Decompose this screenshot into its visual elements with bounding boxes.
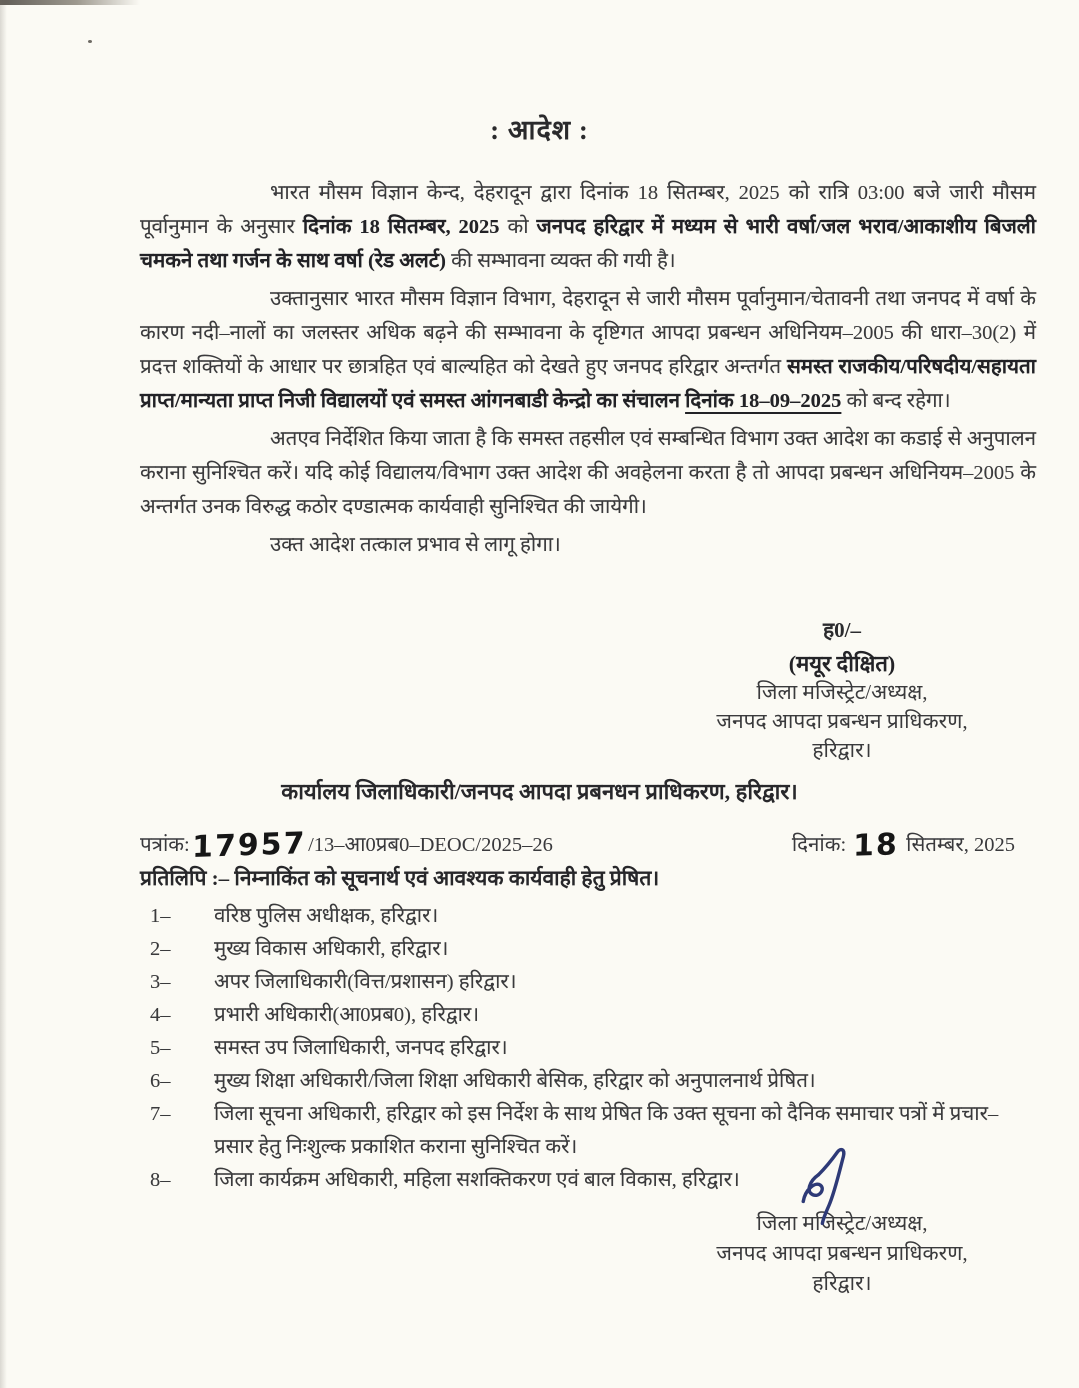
copy-list-item [150,966,1036,999]
item-number: 5– [150,1037,171,1059]
copy-list-item [150,1098,1036,1164]
copy-list-item [150,933,1036,966]
text-segment: उक्तानुसार भारत मौसम विज्ञान विभाग, देहरादून से जारी मौसम पूर्वानुमान/चेतावनी तथा जनपद में वर्षा के कारण नदी–नालों का जलस्तर अधिक बढ़ने की सम्भावना के दृष्टिगत आपदा प्रबन्धन अधिनियम–2005 की धारा–30(2) में प्रदत्त शक्तियों के आधार पर छात्रहित एवं बाल्यहित को देखते हुए जनपद हरिद्वार अन्तर्गत [140,288,1036,378]
signatory-designation: जिला मजिस्ट्रेट/अध्यक्ष, [756,1211,928,1235]
scan-edge-artifact [0,0,140,5]
item-number: 8– [150,1169,171,1191]
letter-number-label: पत्रांक: [140,834,190,856]
item-text: वरिष्ठ पुलिस अधीक्षक, हरिद्वार। [214,905,439,927]
signatory-place: हरिद्वार। [812,738,872,762]
text-segment: उक्त आदेश तत्काल प्रभाव से लागू होगा। [270,534,561,556]
text-segment: को बन्द रहेगा। [841,390,951,412]
item-text: जिला कार्यक्रम अधिकारी, महिला सशक्तिकरण एवं बाल विकास, हरिद्वार। [214,1169,740,1191]
date-day-handwritten: 18 [852,827,900,864]
item-text: मुख्य विकास अधिकारी, हरिद्वार। [214,938,449,960]
text-segment: को [499,216,537,238]
copy-to-list [150,900,1036,1197]
reference-row [140,825,1015,866]
paragraph [140,422,1036,524]
scan-speck [88,40,92,43]
scan-edge-artifact [0,0,7,1388]
text-segment: अतएव निर्देशित किया जाता है कि समस्त तहसील एवं सम्बन्धित विभाग उक्त आदेश का कडाई से अनुपालन कराना सुनिश्चित करें। यदि कोई विद्यालय/विभाग उक्त आदेश की अवहेलना करता है तो आपदा प्रबन्धन अधिनियम–2005 के अन्तर्गत उनक विरुद्ध कठोर दण्डात्मक कार्यवाही सुनिश्चित की जायेगी। [140,428,1036,518]
item-number: 3– [150,971,171,993]
item-text: जिला सूचना अधिकारी, हरिद्वार को इस निर्देश के साथ प्रेषित कि उक्त सूचना को दैनिक समाचार पत्रों में प्रचार–प्रसार हेतु निःशुल्क प्रकाशित कराना सुनिश्चित करें। [214,1103,999,1158]
date-label: दिनांक: [791,834,847,856]
copy-list-item [150,999,1036,1032]
text-segment: जनपद हरिद्वार में मध्यम से भारी वर्षा/जल भराव/आकाशीय बिजली चमकने तथा गर्जन के साथ वर्षा (रेड अलर्ट) [140,216,1036,272]
signature-block-signed [692,1208,992,1298]
item-text: प्रभारी अधिकारी(आ0प्रब0), हरिद्वार। [214,1004,480,1026]
text-segment: दिनांक 18–09–2025 [685,390,842,412]
item-text: अपर जिलाधिकारी(वित्त/प्रशासन) हरिद्वार। [214,971,517,993]
text-segment: समस्त राजकीय/परिषदीय/सहायता प्राप्त/मान्यता प्राप्त निजी विद्यालयों एवं समस्त आंगनबाडी केन्द्रो का संचालन [140,356,1036,412]
copy-list-item [150,1032,1036,1065]
office-heading: कार्यालय जिलाधिकारी/जनपद आपदा प्रबनधन प्राधिकरण, हरिद्वार। [281,779,798,804]
item-text: मुख्य शिक्षा अधिकारी/जिला शिक्षा अधिकारी बेसिक, हरिद्वार को अनुपालनार्थ प्रेषित। [214,1070,816,1092]
signature-flourish-icon [794,1146,866,1232]
copy-list-item [150,1164,1036,1197]
signatory-authority: जनपद आपदा प्रबन्धन प्राधिकरण, [716,1241,968,1265]
signatory-authority: जनपद आपदा प्रबन्धन प्राधिकरण, [716,709,968,733]
letter-number-handwritten: 17957 [191,825,307,866]
copy-to-heading: प्रतिलिपि :– निम्नाकिंत को सूचनार्थ एवं आवश्यक कार्यवाही हेतु प्रेषित। [140,866,660,890]
text-segment: दिनांक 18 सितम्बर, 2025 [302,216,500,238]
item-number: 1– [150,905,171,927]
signatory-place: हरिद्वार। [812,1271,872,1295]
paragraph [140,282,1036,418]
signed-abbreviation: ह0/– [823,618,861,642]
item-number: 2– [150,938,171,960]
item-number: 6– [150,1070,171,1092]
paragraph [140,176,1036,278]
copy-list-item [150,1065,1036,1098]
order-body [140,176,1036,566]
paragraph [140,528,1036,562]
document-title: : आदेश : [490,115,589,145]
item-number: 7– [150,1103,171,1125]
item-text: समस्त उप जिलाधिकारी, जनपद हरिद्वार। [214,1037,508,1059]
signatory-designation: जिला मजिस्ट्रेट/अध्यक्ष, [756,680,928,704]
letter-number [140,825,553,866]
text-segment: की सम्भावना व्यक्त की गयी है। [445,250,676,272]
item-number: 4– [150,1004,171,1026]
date-rest: सितम्बर, 2025 [906,834,1015,856]
signature-block-typed [692,616,992,765]
copy-list-item [150,900,1036,933]
letter-date [791,827,1015,864]
text-segment: भारत मौसम विज्ञान केन्द, देहरादून द्वारा दिनांक 18 सितम्बर, 2025 को रात्रि 03:00 बजे जारी मौसम पूर्वानुमान के अनुसार [140,182,1036,238]
letter-number-rest: /13–आ0प्रब0–DEOC/2025–26 [308,834,553,856]
signatory-name: (मयूर दीक्षित) [788,651,896,676]
